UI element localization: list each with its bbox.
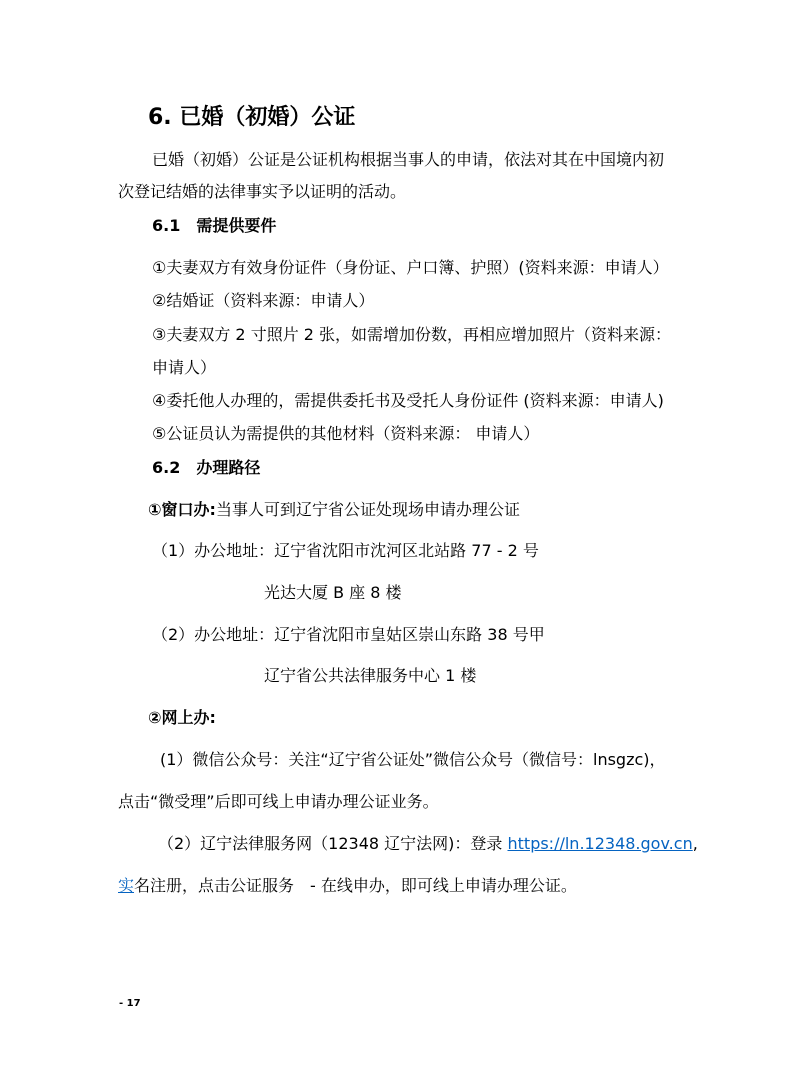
office-address-1-line-1: （1）办公地址：辽宁省沈阳市沈河区北站路 77 - 2 号 — [152, 541, 539, 560]
online-route-label: ②网上办: — [148, 708, 216, 727]
page-title: 6. 已婚（初婚）公证 — [148, 105, 356, 130]
material-item-1: ①夫妻双方有效身份证件（身份证、户口簿、护照）(资料来源：申请人） — [152, 258, 669, 277]
section-heading-materials: 6.1 需提供要件 — [152, 216, 277, 235]
page-number: - 17 — [119, 998, 141, 1009]
window-route-line — [148, 500, 520, 520]
material-item-3-line-2: 申请人） — [152, 358, 217, 377]
material-item-5: ⑤公证员认为需提供的其他材料（资料来源： 申请人） — [152, 424, 540, 443]
legal-service-website-link[interactable]: https://ln.12348.gov.cn — [507, 834, 693, 853]
office-address-2-line-2: 辽宁省公共法律服务中心 1 楼 — [264, 666, 477, 685]
material-item-2: ②结婚证（资料来源：申请人） — [152, 291, 375, 310]
web-service-line-2 — [118, 876, 577, 896]
office-address-1-line-2: 光达大厦 B 座 8 楼 — [264, 583, 402, 602]
window-route-label: ①窗口办: — [148, 500, 216, 519]
intro-paragraph-line-1: 已婚（初婚）公证是公证机构根据当事人的申请，依法对其在中国境内初 — [152, 150, 665, 169]
web-service-text: （2）辽宁法律服务网（12348 辽宁法网)：登录 — [158, 834, 508, 853]
intro-paragraph-line-2: 次登记结婚的法律事实予以证明的活动。 — [118, 182, 407, 201]
office-address-2-line-1: （2）办公地址：辽宁省沈阳市皇姑区崇山东路 38 号甲 — [152, 625, 545, 644]
window-route-text: 当事人可到辽宁省公证处现场申请办理公证 — [215, 500, 520, 519]
web-service-text-continuation: 名注册，点击公证服务 - 在线申办，即可线上申请办理公证。 — [134, 876, 577, 895]
material-item-3-line-1: ③夫妻双方 2 寸照片 2 张，如需增加份数，再相应增加照片（资料来源： — [152, 325, 672, 344]
wechat-line-2: 点击“微受理”后即可线上申请办理公证业务。 — [118, 792, 439, 811]
section-heading-route: 6.2 办理路径 — [152, 458, 261, 477]
wechat-line-1: (1）微信公众号：关注“辽宁省公证处”微信公众号（微信号：lnsgzc)， — [160, 750, 666, 769]
legal-service-website-link-continuation[interactable]: 实 — [118, 876, 135, 895]
web-service-comma: , — [692, 834, 698, 853]
web-service-line-1 — [158, 834, 698, 854]
material-item-4: ④委托他人办理的，需提供委托书及受托人身份证件 (资料来源：申请人) — [152, 391, 664, 410]
